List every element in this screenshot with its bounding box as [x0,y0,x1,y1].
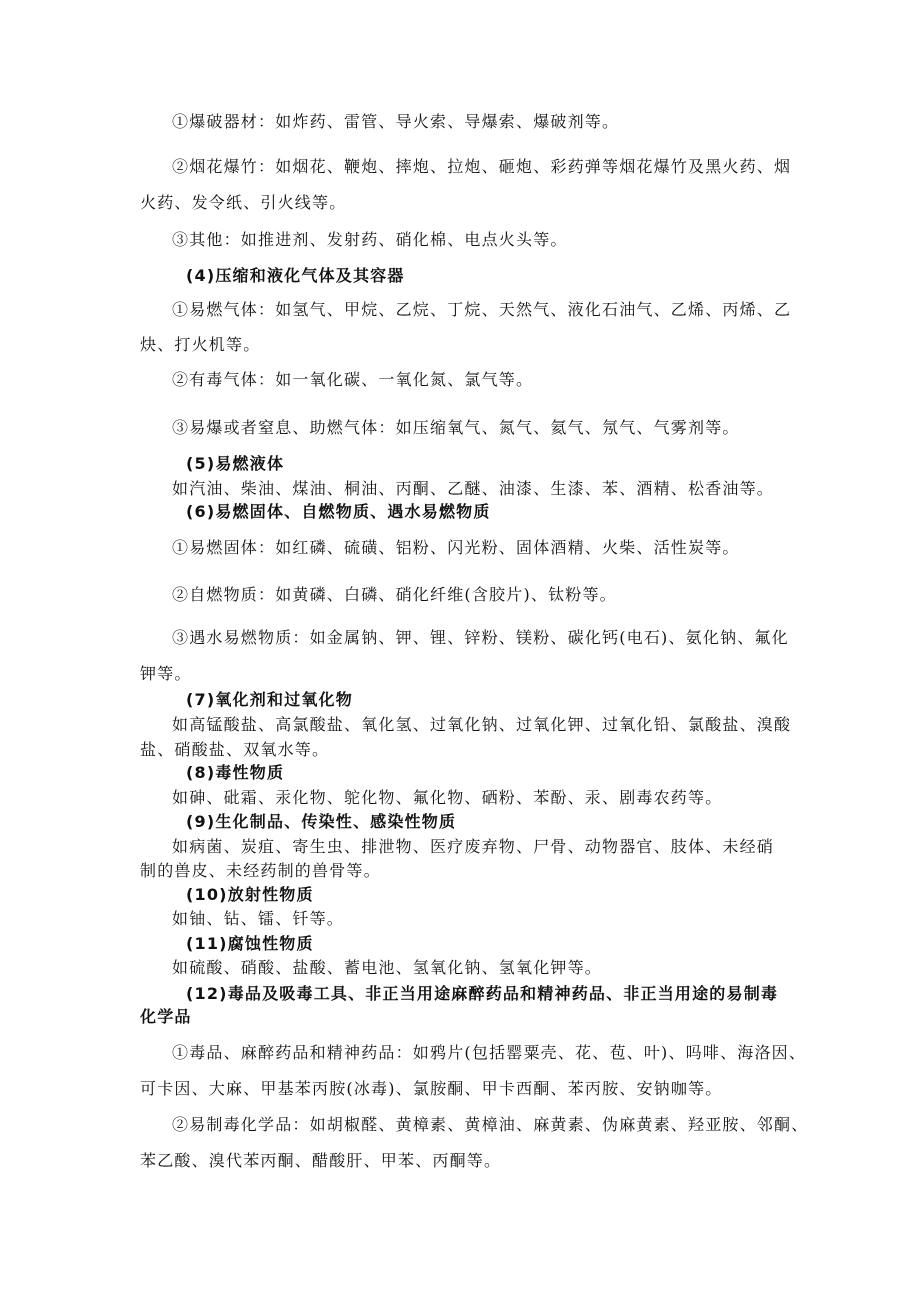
section-heading: (8)毒性物质 [186,763,285,782]
text-line: 如硫酸、硝酸、盐酸、蓄电池、氢氧化钠、氢氧化钾等。 [172,958,603,977]
text-line: 炔、打火机等。 [140,335,261,354]
text-line: ③其他：如推进剂、发射药、硝化棉、电点火头等。 [172,230,568,249]
text-line: 制的兽皮、未经药制的兽骨等。 [140,861,381,880]
text-line: ②易制毒化学品：如胡椒醛、黄樟素、黄樟油、麻黄素、伪麻黄素、羟亚胺、邻酮、 [172,1115,809,1134]
text-line: 可卡因、大麻、甲基苯丙胺(冰毒)、氯胺酮、甲卡西酮、苯丙胺、安钠咖等。 [140,1079,723,1098]
section-heading: (6)易燃固体、自燃物质、遇水易燃物质 [186,502,491,521]
section-heading: (4)压缩和液化气体及其容器 [186,266,405,285]
text-line: ①爆破器材：如炸药、雷管、导火索、导爆索、爆破剂等。 [172,112,620,131]
section-heading: (12)毒品及吸毒工具、非正当用途麻醉药品和精神药品、非正当用途的易制毒 [186,984,779,1003]
text-line: 如高锰酸盐、高氯酸盐、氧化氢、过氧化钠、过氧化钾、过氧化铅、氯酸盐、溴酸 [172,715,792,734]
text-line: 如砷、砒霜、汞化物、鸵化物、氟化物、硒粉、苯酚、汞、剧毒农药等。 [172,788,723,807]
text-line: 钾等。 [140,664,192,683]
section-heading: (10)放射性物质 [186,885,314,904]
text-line: 如病菌、炭疽、寄生虫、排泄物、医疗废弃物、尸骨、动物器官、肢体、未经硝 [172,837,775,856]
text-line: ②自燃物质：如黄磷、白磷、硝化纤维(含胶片)、钛粉等。 [172,585,617,604]
text-line: ③遇水易燃物质：如金属钠、钾、锂、锌粉、镁粉、碳化钙(电石)、氨化钠、氟化 [172,628,789,647]
text-line: ①毒品、麻醉药品和精神药品：如鸦片(包括罂粟壳、花、苞、叶)、吗啡、海洛因、 [172,1043,807,1062]
text-line: 苯乙酸、溴代苯丙酮、醋酸肝、甲苯、丙酮等。 [140,1151,502,1170]
text-line: 如铀、钻、镭、钎等。 [172,909,345,928]
text-line: ①易燃气体：如氢气、甲烷、乙烷、丁烷、天然气、液化石油气、乙烯、丙烯、乙 [172,300,792,319]
text-line: ①易燃固体：如红磷、硫磺、铝粉、闪光粉、固体酒精、火柴、活性炭等。 [172,538,740,557]
section-heading: (7)氧化剂和过氧化物 [186,690,353,709]
text-line: 火药、发令纸、引火线等。 [140,193,347,212]
text-line: ②有毒气体：如一氧化碳、一氧化氮、氯气等。 [172,370,534,389]
section-heading: (9)生化制品、传染性、感染性物质 [186,812,457,831]
text-line: ③易爆或者窒息、助燃气体：如压缩氧气、氮气、氦气、氖气、气雾剂等。 [172,418,740,437]
text-line: ②烟花爆竹：如烟花、鞭炮、摔炮、拉炮、砸炮、彩药弹等烟花爆竹及黑火药、烟 [172,157,792,176]
section-heading-continued: 化学品 [140,1007,192,1026]
text-line: 盐、硝酸盐、双氧水等。 [140,740,330,759]
section-heading: (5)易燃液体 [186,454,285,473]
text-line: 如汽油、柴油、煤油、桐油、丙酮、乙醚、油漆、生漆、苯、酒精、松香油等。 [172,479,775,498]
section-heading: (11)腐蚀性物质 [186,934,314,953]
